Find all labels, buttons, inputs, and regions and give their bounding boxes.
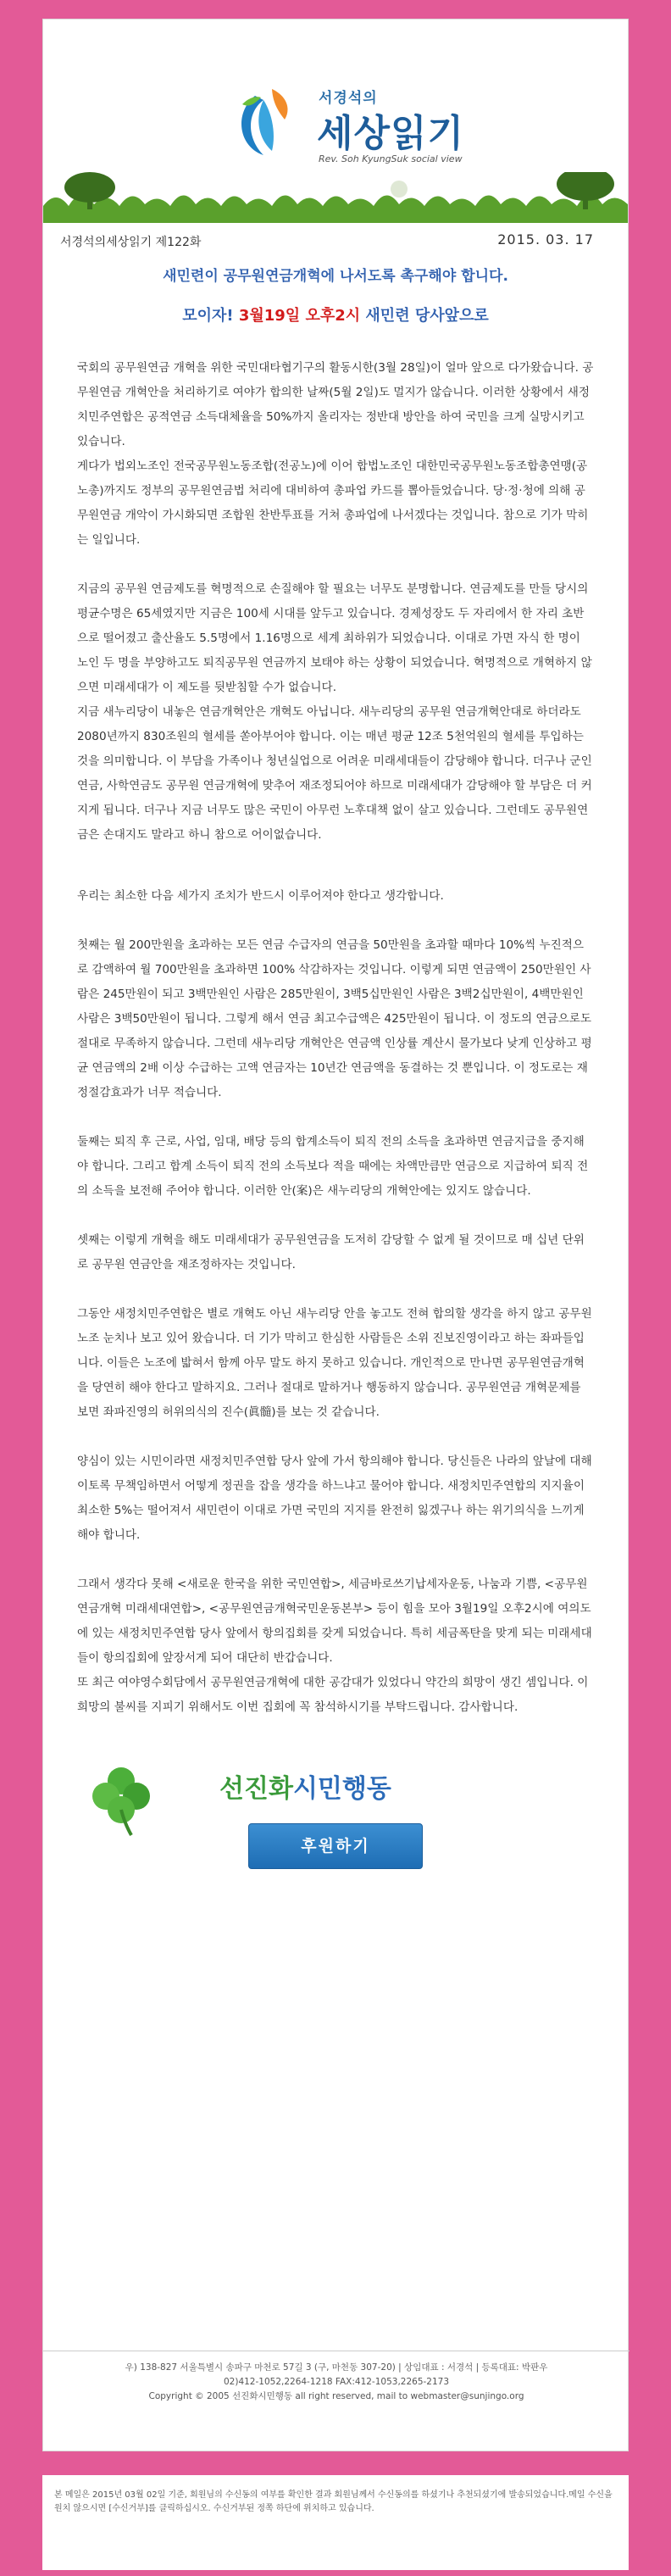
brand-title-green: 선진화 (219, 1774, 293, 1804)
paragraph: 둘째는 퇴직 후 근로, 사업, 임대, 배당 등의 합계소득이 퇴직 전의 소득을 초과하면 연금지급을 중지해야 합니다. 그리고 합계 소득이 퇴직 전의 소득보다 적을 때에는 차액만큼만 연금으로 지급하여 퇴직 전의 소득을 보전해 주어야 합니다. 이러한 안(案)은 새누리당의 개혁안에는 있지도 않습니다. (77, 1135, 589, 1198)
brand-block (43, 1762, 628, 1889)
logo-title: 세상읽기 (317, 112, 465, 155)
clover-icon (87, 1762, 155, 1839)
paragraph: 우리는 최소한 다음 세가지 조치가 반드시 이루어져야 한다고 생각합니다. (77, 889, 444, 903)
logo-small-text: 서경석의 (319, 90, 378, 107)
paragraph: 게다가 법외노조인 전국공무원노동조합(전공노)에 이어 합법노조인 대한민국공무원노동조합총연맹(공노총)까지도 정부의 공무원연금법 처리에 대비하여 총파업 카드를 뽑아들었습니다. 당·정·청에 의해 공무원연금 개악이 가시화되면 조합원 찬반투표를 거쳐 총파업에 나서겠다는 것입니다. 참으로 기가 막히는 일입니다. (77, 459, 589, 547)
logo-subtitle: Rev. Soh KyungSuk social view (319, 153, 463, 164)
paragraph: 양심이 있는 시민이라면 새정치민주연합 당사 앞에 가서 항의해야 합니다. 당신들은 나라의 앞날에 대해 이토록 무책임하면서 어떻게 정권을 잡을 생각을 하느냐고 물어야 합니다. 새정치민주연합의 지지율이 최소한 5%는 떨어져서 새민련이 이대로 가면 국민의 지지를 완전히 잃겠구나 하는 위기의식을 느끼게 해야 합니다. (77, 1455, 592, 1542)
unsubscribe-notice: 본 메일은 2015년 03월 02일 기준, 회원님의 수신동의 여부를 확인한 결과 회원님께서 수신동의를 하셨기나 추천되셨기에 발송되었습니다.메일 수신을 원치 않으시면 [수신거부]를 클릭하십시오. 수신거부된 정쪽 하단에 위치하고 있습니다. (42, 2475, 629, 2570)
paragraph: 셋째는 이렇게 개혁을 해도 미래세대가 공무원연금을 도저히 감당할 수 없게 될 것이므로 매 십년 단위로 공무원 연금안을 재조정하자는 것입니다. (77, 1233, 585, 1271)
brand-title-blue: 시민행동 (292, 1774, 391, 1804)
footer-info (43, 2361, 629, 2404)
newsletter-sheet (42, 19, 629, 2451)
issue-date: 2015. 03. 17 (497, 231, 594, 248)
paragraph: 국회의 공무원연금 개혁을 위한 국민대타협기구의 활동시한(3월 28일)이 얼마 앞으로 다가왔습니다. 공무원연금 개혁안을 처리하기로 여야가 합의한 날짜(5월 2일)도 멀지가 않습니다. 이러한 상황에서 새정치민주연합은 공적연금 소득대체율을 50%까지 올리자는 정반대 방안을 하여 국민을 크게 실망시키고 있습니다. (77, 361, 594, 448)
rally-call: 모이자! (182, 307, 234, 325)
issue-meta (43, 223, 628, 257)
paragraph: 첫째는 월 200만원을 초과하는 모든 연금 수급자의 연금을 50만원을 초과할 때마다 10%씩 누진적으로 감액하여 월 700만원을 초과하면 100% 삭감하자는 것입니다. 이렇게 되면 연금액이 250만원인 사람은 245만원이 되고 3백만원인 사람은 285만원이, 3백5십만원인 사람은 3백2십만원이, 4백만원인 사람은 3백50만원이 됩니다. 그렇게 해서 연금 최고수급액은 425만원이 됩니다. 이 정도의 연금으로도 절대로 무족하지 않습니다. 그런데 새누리당 개혁안은 연금액 인상률 계산시 물가보다 낮게 인상하고 평균 연금액의 2배 이상 수급하는 고액 연금자는 10년간 연금액을 동결하는 것 뿐입니다. 이 정도로는 재정절감효과가 너무 적습니다. (77, 938, 592, 1099)
grass-illustration (43, 172, 628, 223)
donate-button[interactable]: 후원하기 (248, 1823, 423, 1869)
headline-main: 새민련이 공무원연금개혁에 나서도록 촉구해야 합니다. (163, 268, 508, 285)
footer-copyright: Copyright © 2005 선진화시민행동 all right reserved, mail to webmaster@sunjingo.org (148, 2391, 524, 2401)
paragraph: 그래서 생각다 못해 <새로운 한국을 위한 국민연합>, 세금바로쓰기납세자운동, 나눔과 기쁨, <공무원연금개혁 미래세대연합>, <공무원연금개혁국민운동본부> 등이 힘을 모아 3월19일 오후2시에 여의도에 있는 새정치민주연합 당사 앞에서 항의집회를 갖게 되었습니다. 특히 세금폭탄을 맞게 되는 미래세대들이 항의집회에 앞장서게 되어 대단히 반갑습니다. (77, 1577, 592, 1665)
footer-address: 우) 138-827 서울특별시 송파구 마천로 57길 3 (구, 마천동 307-20) | 상임대표 : 서경석 | 등록대표: 박판우 (125, 2362, 548, 2373)
headline-rally (43, 303, 628, 325)
rally-datetime: 3월19일 오후2시 (233, 307, 366, 325)
paragraph: 또 최근 여야영수회담에서 공무원연금개혁에 대한 공감대가 있었다니 약간의 희망이 생긴 셈입니다. 이 희망의 불씨를 지피기 위해서도 이번 집회에 꼭 참석하시기를 부탁드립니다. 감사합니다. (77, 1676, 589, 1714)
paragraph: 지금의 공무원 연금제도를 혁명적으로 손질해야 할 필요는 너무도 분명합니다. 연금제도를 만들 당시의 평균수명은 65세였지만 지금은 100세 시대를 앞두고 있습니다. 경제성장도 두 자리에서 한 자리 초반으로 떨어졌고 출산율도 5.5명에서 1.16명으로 세계 최하위가 되었습니다. 이대로 가면 자식 한 명이 노인 두 명을 부양하고도 퇴직공무원 연금까지 보태야 하는 상황이 되었습니다. 혁명적으로 개혁하지 않으면 미래세대가 이 제도를 뒷받침할 수가 없습니다. (77, 582, 592, 694)
newsletter-header (43, 19, 628, 223)
footer-phone: 02)412-1052,2264-1218 FAX:412-1053,2265-2173 (223, 2377, 450, 2387)
logo (225, 79, 505, 164)
issue-series: 서경석의세상읽기 제122화 (60, 236, 202, 249)
article-body (43, 325, 628, 1720)
paragraph: 지금 새누리당이 내놓은 연금개혁안은 개혁도 아닙니다. 새누리당의 공무원 연금개혁안대로 하더라도 2080년까지 830조원의 혈세를 쏟아부어야 합니다. 이는 매년 평균 12조 5천억원의 혈세를 투입하는 것을 의미합니다. 이 부담을 가족이나 청년실업으로 어려운 미래세대들이 감당해야 합니다. 더구나 군인연금, 사학연금도 공무원 연금개혁에 맞추어 재조정되어야 하므로 미래세대가 감당해야 할 부담은 더 커지게 됩니다. 더구나 지금 너무도 많은 국민이 아무런 노후대책 없이 살고 있습니다. 그런데도 공무원연금은 손대지도 말라고 하니 참으로 어이없습니다. (77, 705, 592, 842)
logo-mark-icon (225, 79, 310, 164)
rally-place: 새민련 당사앞으로 (365, 307, 489, 325)
paragraph: 그동안 새정치민주연합은 별로 개혁도 아닌 새누리당 안을 놓고도 전혀 합의할 생각을 하지 않고 공무원노조 눈치나 보고 있어 왔습니다. 더 기가 막히고 한심한 사람들은 소위 진보진영이라고 하는 좌파들입니다. 이들은 노조에 밟혀서 함께 아무 말도 하지 못하고 있습니다. 개인적으로 만나면 공무원연금개혁을 당연히 해야 한다고 말하지요. 그러나 절대로 말하거나 행동하지 않습니다. 공무원연금 개혁문제를 보면 좌파진영의 허위의식의 진수(眞髓)를 보는 것 같습니다. (77, 1307, 592, 1419)
brand-title (219, 1767, 391, 1805)
